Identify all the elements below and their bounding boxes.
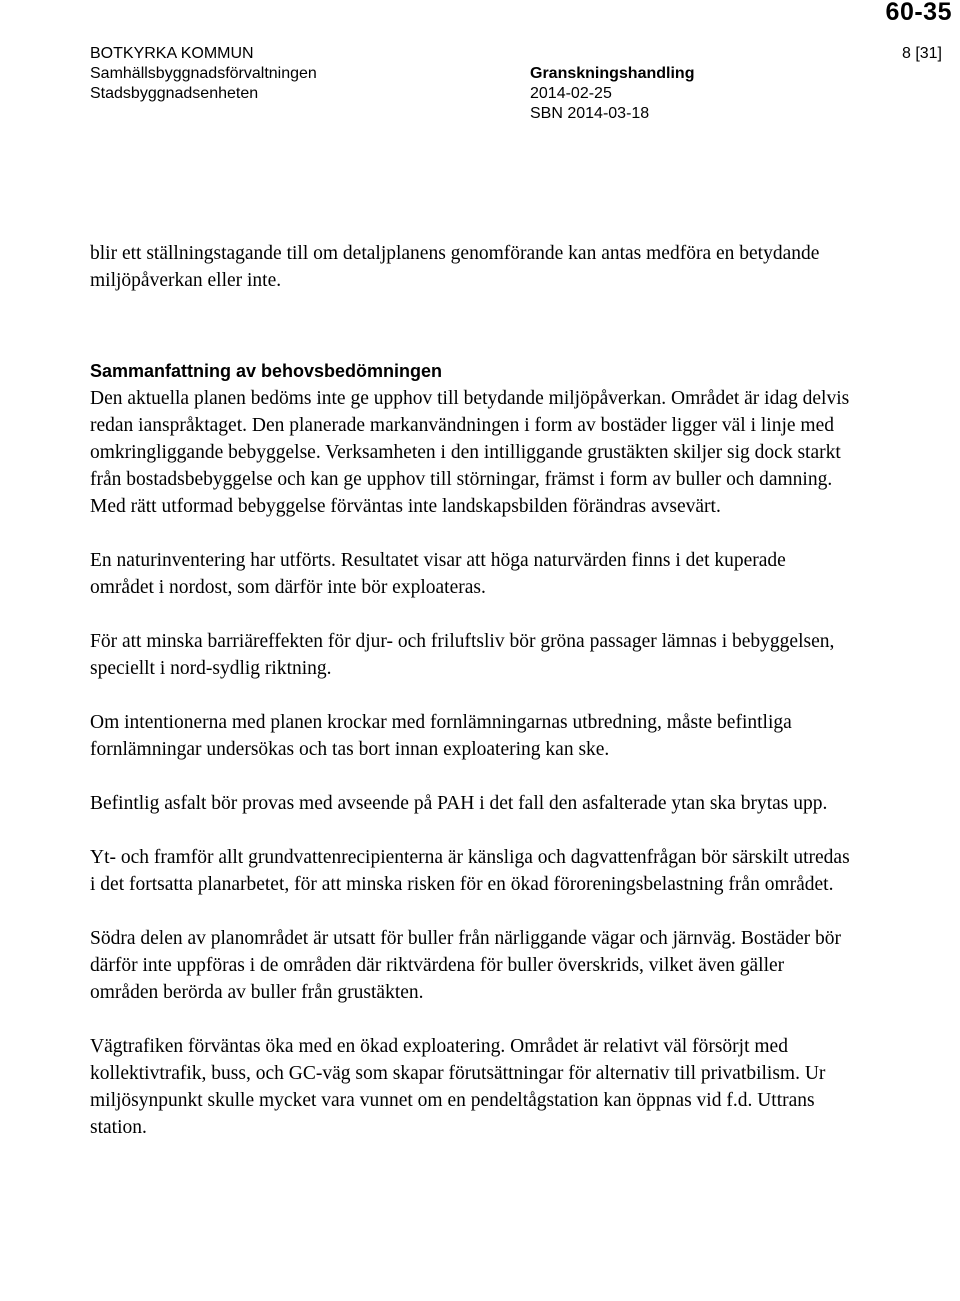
department-name: Samhällsbyggnadsförvaltningen: [90, 65, 317, 82]
paragraph-noise: Södra delen av planområdet är utsatt för buller från närliggande vägar och järnväg. Bostäder bör därför inte uppföras i de områden där riktvärdena för buller överskrids, vilket även gäller områden berörda av buller från grustäkten.: [90, 928, 842, 1003]
document-body: [90, 240, 850, 1141]
organization-name: BOTKYRKA KOMMUN: [90, 45, 254, 62]
paragraph-asphalt: Befintlig asfalt bör provas med avseende på PAH i det fall den asfalterade ytan ska brytas upp.: [90, 793, 828, 814]
paragraph-nature: En naturinventering har utförts. Resultatet visar att höga naturvärden finns i det kuperade området i nordost, som därför inte bör exploateras.: [90, 550, 786, 598]
paragraph-water: Yt- och framför allt grundvattenrecipienterna är känsliga och dagvattenfrågan bör särskilt utredas i det fortsatta planarbetet, för att minska risken för en ökad föroreningsbelastning från området.: [90, 847, 850, 895]
unit-name: Stadsbyggnadsenheten: [90, 85, 259, 102]
committee-date: SBN 2014-03-18: [530, 105, 650, 122]
intro-paragraph: blir ett ställningstagande till om detaljplanens genomförande kan antas medföra en betydande miljöpåverkan eller inte.: [90, 243, 820, 291]
paragraph-summary: Den aktuella planen bedöms inte ge upphov till betydande miljöpåverkan. Området är idag delvis redan ianspråktaget. Den planerade markanvändningen i form av bostäder ligger väl i linje med omkringliggande bebyggelse. Verksamheten i den intilliggande grustäkten skiljer sig dock starkt från bostadsbebyggelse och kan ge upphov till störningar, främst i form av buller och damning. Med rätt utformad bebyggelse förväntas inte landskapsbilden förändras avsevärt.: [90, 388, 850, 517]
section-heading: Sammanfattning av behovsbedömningen: [90, 361, 443, 381]
document-status: Granskningshandling: [530, 65, 695, 82]
paragraph-traffic: Vägtrafiken förväntas öka med en ökad exploatering. Området är relativt väl försörjt med kollektivtrafik, buss, och GC-väg som skapar förutsättningar för alternativ till privatbilism. Ur miljösynpunkt skulle mycket vara vunnet om en pendeltågstation kan öppnas vid f.d. Uttrans station.: [90, 1036, 826, 1138]
page-count: 8 [31]: [901, 45, 942, 62]
document-date: 2014-02-25: [530, 85, 612, 102]
page-code: 60-35: [885, 0, 952, 26]
paragraph-ancient-remains: Om intentionerna med planen krockar med fornlämningarnas utbredning, måste befintliga fornlämningar undersökas och tas bort innan exploatering kan ske.: [90, 712, 792, 760]
paragraph-barrier: För att minska barriäreffekten för djur- och friluftsliv bör gröna passager lämnas i bebyggelsen, speciellt i nord-sydlig riktning.: [90, 631, 835, 679]
